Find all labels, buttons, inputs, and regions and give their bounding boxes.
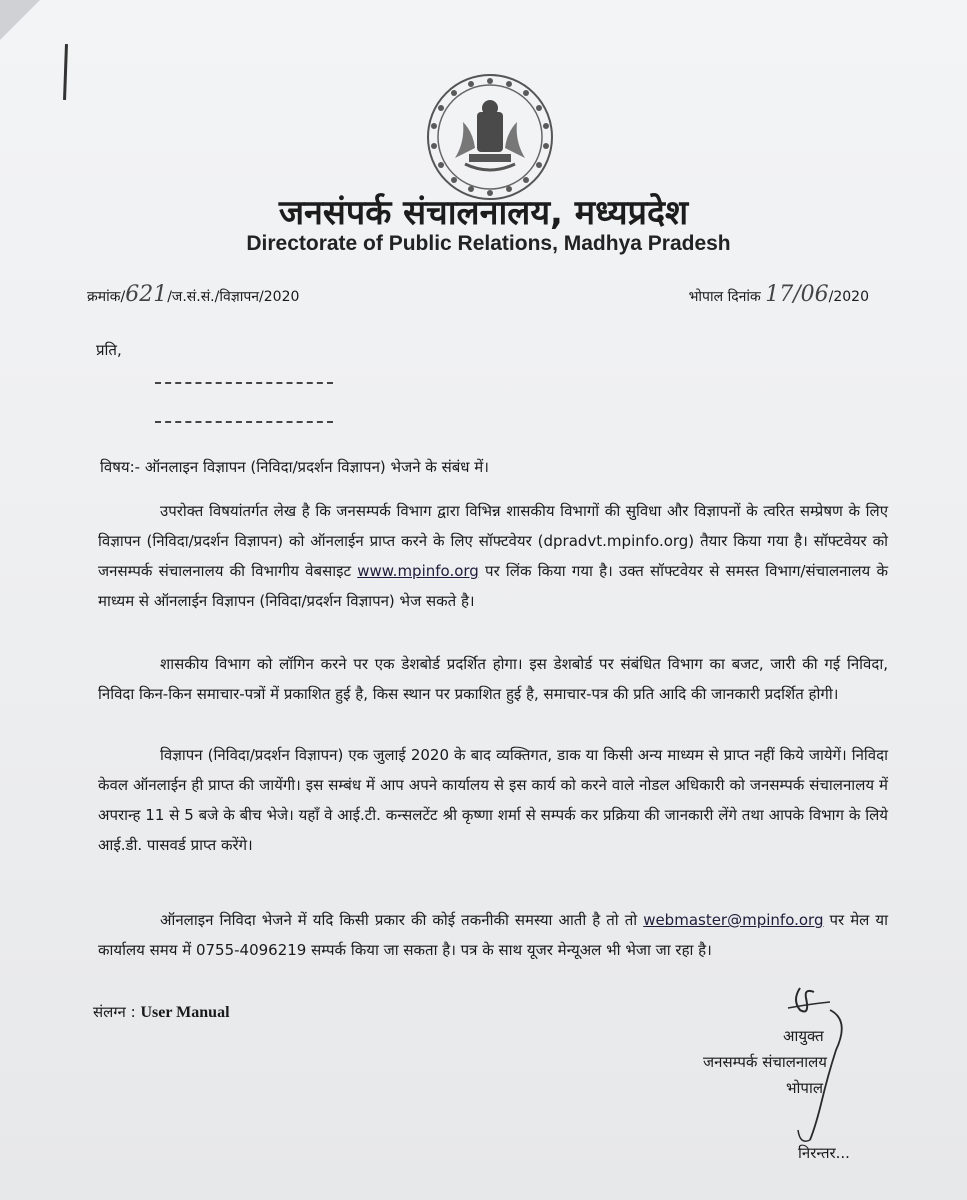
- date-prefix: भोपाल दिनांक: [688, 289, 761, 305]
- date-handwritten: 17/06: [765, 282, 829, 307]
- website-link[interactable]: www.mpinfo.org: [357, 562, 479, 580]
- reference-number: [87, 282, 299, 307]
- folded-corner: [0, 0, 40, 40]
- paragraph-4-text-b: पर मेल या कार्यालय समय में 0755-4096219 सम्पर्क किया जा सकता है। पत्र के साथ यूजर मेन्यूअल भी भेजा जा रहा है।: [98, 911, 888, 959]
- reference-suffix: /ज.सं.सं./विज्ञापन/2020: [167, 289, 300, 305]
- recipient-line-1: [155, 382, 333, 384]
- paragraph-2: [98, 649, 888, 709]
- paragraph-1: [98, 496, 888, 616]
- webmaster-email-link[interactable]: webmaster@mpinfo.org: [643, 911, 824, 929]
- enclosure-label: संलग्न :: [93, 1003, 136, 1021]
- paragraph-2-text: शासकीय विभाग को लॉगिन करने पर एक डेशबोर्ड प्रदर्शित होगा। इस डेशबोर्ड पर संबंधित विभाग का बजट, जारी की गई निविदा, निविदा किन-किन समाचार-पत्रों में प्रकाशित हुई है, किस स्थान पर प्रकाशित हुई है, समाचार-पत्र की प्रति आदि की जानकारी प्रदर्शित होगी।: [98, 655, 888, 703]
- paragraph-1-text-a: उपरोक्त विषयांतर्गत लेख है कि जनसम्पर्क विभाग द्वारा विभिन्न शासकीय विभागों की सुविधा और विज्ञापनों के त्वरित सम्प्रेषण के लिए विज्ञापन (निविदा/प्रदर्शन विज्ञापन) को ऑनलाईन प्राप्त करने के लिए सॉफ्टवेयर (dpradvt.mpinfo.org) तैयार किया गया है। सॉफ्टवेयर को जनसम्पर्क संचालनालय की विभागीय वेबसाइट: [98, 502, 888, 580]
- continued-note: निरन्तर...: [798, 1144, 850, 1162]
- enclosure: [93, 1002, 230, 1022]
- state-emblem-icon: [425, 72, 555, 202]
- recipient-label: प्रति,: [96, 341, 122, 359]
- paragraph-4: [98, 905, 888, 965]
- reference-prefix: क्रमांक/: [87, 289, 126, 305]
- letter-date: [689, 282, 869, 307]
- signatory-designation: आयुक्त: [783, 1027, 824, 1045]
- office-title-hindi: जनसंपर्क संचालनालय, मध्यप्रदेश: [278, 193, 689, 233]
- enclosure-value: User Manual: [140, 1004, 230, 1021]
- date-suffix: /2020: [828, 289, 869, 305]
- margin-pen-mark: [63, 44, 68, 100]
- office-title-english: Directorate of Public Relations, Madhya Pradesh: [246, 232, 731, 255]
- paragraph-3-text: विज्ञापन (निविदा/प्रदर्शन विज्ञापन) एक जुलाई 2020 के बाद व्यक्तिगत, डाक या किसी अन्य माध्यम से प्राप्त नहीं किये जायेगें। निविदा केवल ऑनलाईन ही प्राप्त की जायेंगी। इस सम्बंध में आप अपने कार्यालय से इस कार्य को करने वाले नोडल अधिकारी को जनसम्पर्क संचालनालय में अपरान्ह 11 से 5 बजे के बीच भेजे। यहाँ वे आई.टी. कन्सलटेंट श्री कृष्णा शर्मा से सम्पर्क कर प्रक्रिया की जानकारी लेंगे तथा आपके विभाग के लिये आई.डी. पासवर्ड प्राप्त करेंगे।: [98, 746, 888, 854]
- paragraph-4-text-a: ऑनलाइन निविदा भेजने में यदि किसी प्रकार की कोई तकनीकी समस्या आती है तो तो: [160, 911, 638, 929]
- signatory-office: जनसम्पर्क संचालनालय: [703, 1053, 827, 1071]
- paragraph-3: [98, 740, 888, 860]
- recipient-line-2: [155, 421, 333, 423]
- paragraph-1-text-b: पर लिंक किया गया है। उक्त सॉफ्टवेयर से समस्त विभाग/संचालनालय के माध्यम से ऑनलाईन विज्ञापन (निविदा/प्रदर्शन विज्ञापन) भेज सकते है।: [98, 562, 888, 610]
- reference-handwritten-number: 621: [125, 282, 168, 307]
- subject-line: विषय:- ऑनलाइन विज्ञापन (निविदा/प्रदर्शन विज्ञापन) भेजने के संबंध में।: [100, 458, 489, 476]
- signatory-city: भोपाल: [786, 1079, 824, 1097]
